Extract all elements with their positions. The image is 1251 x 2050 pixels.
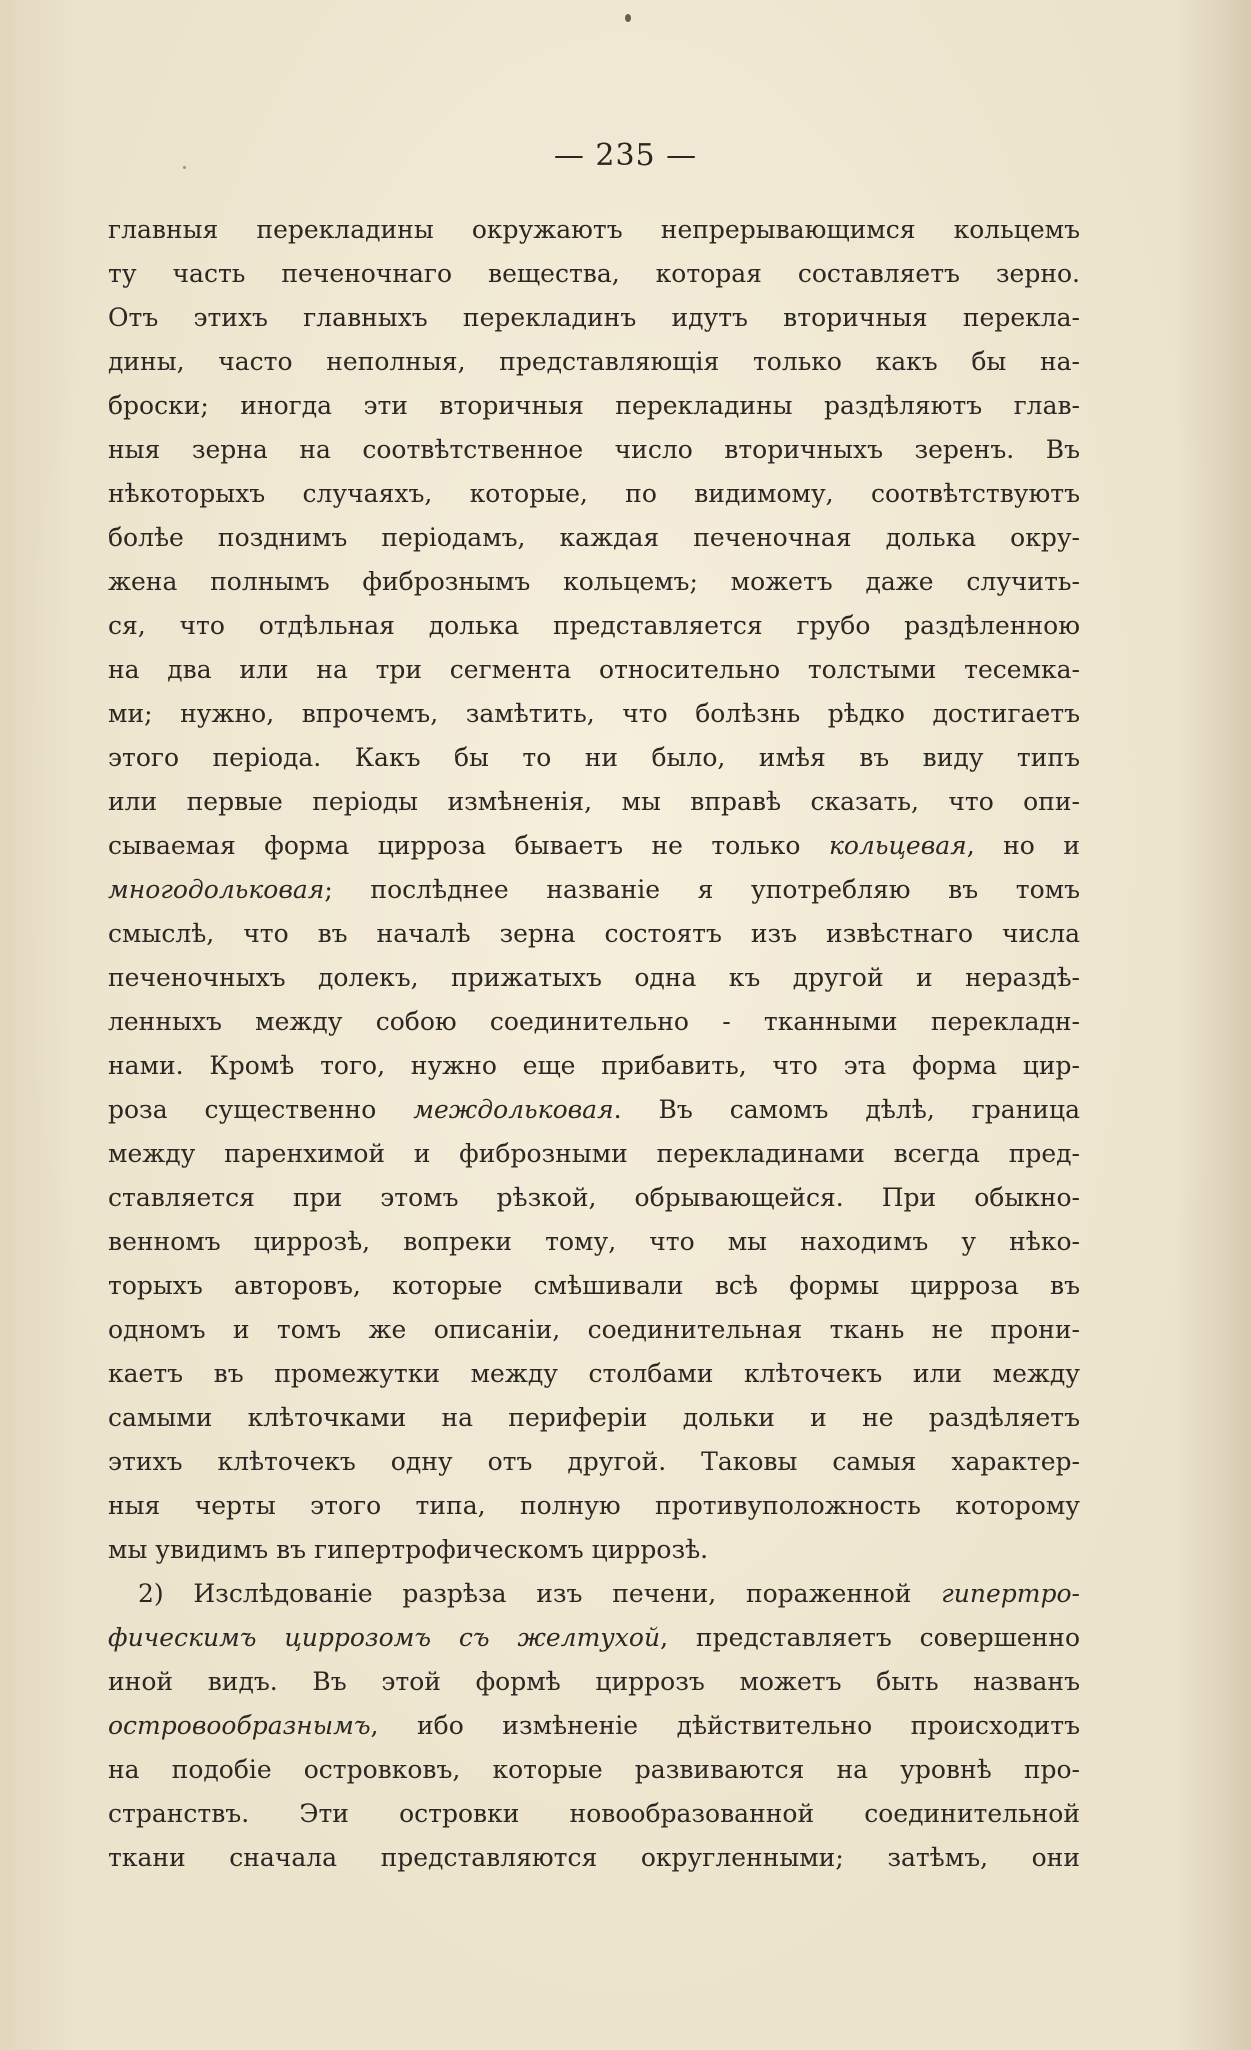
text-segment: болѣе позднимъ періодамъ, каждая печеночная долька окру-	[108, 523, 1080, 552]
text-segment: торыхъ авторовъ, которые смѣшивали всѣ формы цирроза въ	[108, 1271, 1080, 1300]
text-line	[108, 1132, 1080, 1176]
text-segment: Отъ этихъ главныхъ перекладинъ идутъ вторичныя перекла-	[108, 303, 1080, 332]
text-line	[108, 472, 1080, 516]
text-line	[108, 428, 1080, 472]
text-segment: или первые періоды измѣненія, мы вправѣ сказать, что опи-	[108, 787, 1080, 816]
text-segment: роза существенно	[108, 1095, 414, 1124]
text-segment: печеночныхъ долекъ, прижатыхъ одна къ другой и нераздѣ-	[108, 963, 1080, 992]
text-line	[108, 1616, 1080, 1660]
text-line	[108, 516, 1080, 560]
text-segment: венномъ циррозѣ, вопреки тому, что мы находимъ у нѣко-	[108, 1227, 1080, 1256]
text-line	[108, 1396, 1080, 1440]
text-line	[108, 1440, 1080, 1484]
text-line	[108, 208, 1080, 252]
text-line	[108, 1528, 1080, 1572]
text-line	[108, 1176, 1080, 1220]
text-line	[108, 1704, 1080, 1748]
text-segment: , представляетъ совершенно	[660, 1623, 1080, 1652]
text-segment: странствъ. Эти островки новообразованной соединительной	[108, 1799, 1080, 1828]
text-segment: между паренхимой и фиброзными перекладинами всегда пред-	[108, 1139, 1080, 1168]
ink-speck	[625, 14, 631, 22]
text-segment: этихъ клѣточекъ одну отъ другой. Таковы самыя характер-	[108, 1447, 1080, 1476]
text-segment: каетъ въ промежутки между столбами клѣточекъ или между	[108, 1359, 1080, 1388]
text-line	[108, 384, 1080, 428]
text-line	[108, 296, 1080, 340]
text-segment: 2) Изслѣдованіе разрѣза изъ печени, пораженной	[138, 1579, 942, 1608]
page-number: — 235 —	[553, 138, 698, 173]
text-segment: , но и	[966, 831, 1080, 860]
text-segment: ленныхъ между собою соединительно - тканными перекладн-	[108, 1007, 1080, 1036]
text-segment: иной видъ. Въ этой формѣ циррозъ можетъ быть названъ	[108, 1667, 1080, 1696]
text-line	[108, 912, 1080, 956]
text-segment: ту часть печеночнаго вещества, которая составляетъ зерно.	[108, 259, 1080, 288]
text-line	[108, 252, 1080, 296]
text-line	[108, 1264, 1080, 1308]
text-line	[108, 956, 1080, 1000]
text-line	[108, 1660, 1080, 1704]
italic-text: междольковая	[413, 1095, 614, 1124]
text-segment: нѣкоторыхъ случаяхъ, которые, по видимому, соотвѣтствуютъ	[108, 479, 1080, 508]
text-segment: ми; нужно, впрочемъ, замѣтить, что болѣзнь рѣдко достигаетъ	[108, 699, 1080, 728]
text-line	[108, 736, 1080, 780]
text-line	[108, 1836, 1080, 1880]
text-segment: ткани сначала представляются округленными; затѣмъ, они	[108, 1843, 1080, 1872]
italic-text: фическимъ циррозомъ съ желтухой	[108, 1623, 661, 1652]
text-segment: главныя перекладины окружаютъ непрерывающимся кольцемъ	[108, 215, 1080, 244]
text-segment: , ибо измѣненіе дѣйствительно происходитъ	[370, 1711, 1080, 1740]
text-line	[108, 1308, 1080, 1352]
text-line	[108, 1352, 1080, 1396]
text-line	[108, 560, 1080, 604]
text-segment: сываемая форма цирроза бываетъ не только	[108, 831, 829, 860]
italic-text: многодольковая	[108, 875, 325, 904]
text-line	[108, 692, 1080, 736]
text-line	[108, 604, 1080, 648]
text-line	[108, 1792, 1080, 1836]
text-line	[108, 780, 1080, 824]
text-line	[108, 1000, 1080, 1044]
text-segment: на два или на три сегмента относительно толстыми тесемка-	[108, 655, 1080, 684]
italic-text: островообразнымъ	[108, 1711, 371, 1740]
text-segment: смыслѣ, что въ началѣ зерна состоятъ изъ извѣстнаго числа	[108, 919, 1080, 948]
text-segment: на подобіе островковъ, которые развиваются на уровнѣ про-	[108, 1755, 1080, 1784]
text-line	[108, 340, 1080, 384]
text-line	[108, 1044, 1080, 1088]
text-segment: мы увидимъ въ гипертрофическомъ циррозѣ.	[108, 1535, 709, 1564]
text-segment: нами. Кромѣ того, нужно еще прибавить, что эта форма цир-	[108, 1051, 1080, 1080]
body-text	[108, 208, 1080, 1880]
italic-text: кольцевая	[828, 831, 967, 860]
text-segment: ставляется при этомъ рѣзкой, обрывающейся. При обыкно-	[108, 1183, 1080, 1212]
text-segment: этого періода. Какъ бы то ни было, имѣя въ виду типъ	[108, 743, 1080, 772]
text-segment: самыми клѣточками на периферіи дольки и не раздѣляетъ	[108, 1403, 1080, 1432]
text-segment: ныя зерна на соотвѣтственное число вторичныхъ зеренъ. Въ	[108, 435, 1080, 464]
text-line	[108, 1220, 1080, 1264]
text-line	[108, 1572, 1080, 1616]
text-segment: ныя черты этого типа, полную противуположность которому	[108, 1491, 1080, 1520]
text-segment: броски; иногда эти вторичныя перекладины раздѣляютъ глав-	[108, 391, 1080, 420]
text-segment: жена полнымъ фибрознымъ кольцемъ; можетъ даже случить-	[108, 567, 1080, 596]
text-line	[108, 824, 1080, 868]
italic-text: гипертро-	[941, 1579, 1080, 1608]
text-segment: ся, что отдѣльная долька представляется грубо раздѣленною	[108, 611, 1080, 640]
text-segment: . Въ самомъ дѣлѣ, граница	[613, 1095, 1080, 1124]
text-segment: одномъ и томъ же описаніи, соединительная ткань не прони-	[108, 1315, 1080, 1344]
text-line	[108, 1088, 1080, 1132]
text-line	[108, 868, 1080, 912]
text-segment: ; послѣднее названіе я употребляю въ томъ	[324, 875, 1080, 904]
text-line	[108, 1484, 1080, 1528]
text-line	[108, 1748, 1080, 1792]
text-segment: дины, часто неполныя, представляющія только какъ бы на-	[108, 347, 1080, 376]
text-line	[108, 648, 1080, 692]
